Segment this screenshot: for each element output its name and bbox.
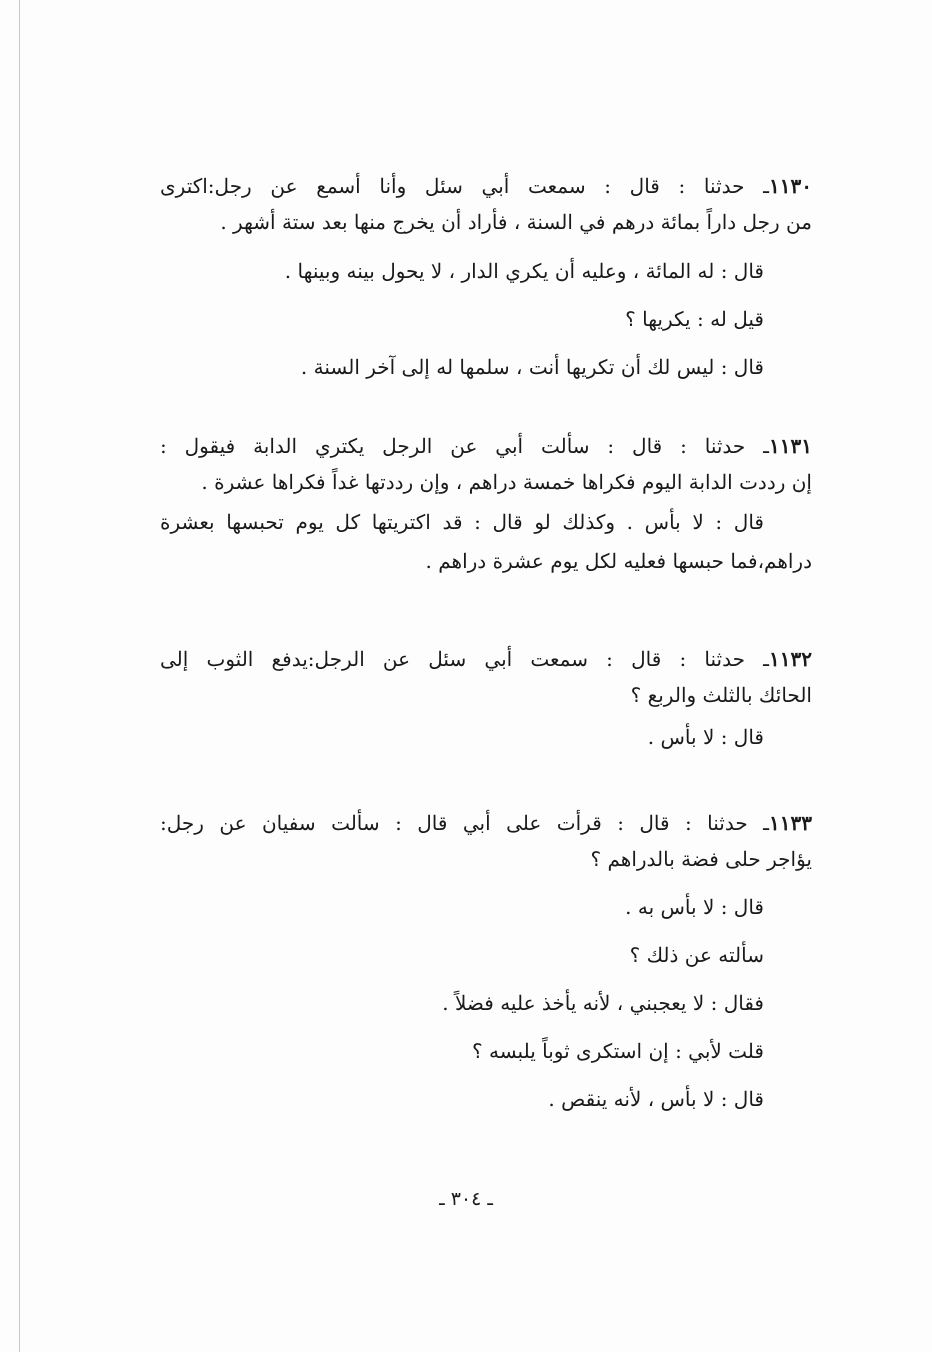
- entry-number: ١١٣٣: [769, 811, 812, 835]
- page-edge-rule: [19, 0, 20, 1352]
- entry-1131-line-3: قال : لا بأس . وكذلك لو قال : قد اكتريتها كل يوم تحبسها بعشرة: [160, 510, 764, 534]
- entry-1133-line-2: يؤاجر حلى فضة بالدراهم ؟: [590, 847, 812, 871]
- entry-1133-line-5: فقال : لا يعجبني ، لأنه يأخذ عليه فضلاً .: [442, 991, 764, 1015]
- entry-1133-line-6: قلت لأبي : إن استكرى ثوباً يلبسه ؟: [472, 1039, 764, 1063]
- entry-1130-line-1: ١١٣٠ـ حدثنا : قال : سمعت أبي سئل وأنا أسمع عن رجل:اكترى: [160, 174, 812, 198]
- entry-1131: [160, 436, 812, 575]
- entry-1133-line-4: سألته عن ذلك ؟: [629, 943, 764, 967]
- entry-1131-line-4: دراهم،فما حبسها فعليه لكل يوم عشرة دراهم .: [425, 549, 812, 573]
- entry-1133-line-7: قال : لا بأس ، لأنه ينقص .: [548, 1087, 764, 1111]
- entry-1132-line-3: قال : لا بأس .: [647, 725, 764, 749]
- entry-number: ١١٣٠: [769, 174, 812, 198]
- entry-1130-line-3: قال : له المائة ، وعليه أن يكري الدار ، لا يحول بينه وبينها .: [284, 259, 764, 283]
- entry-number: ١١٣٢: [769, 647, 812, 671]
- entry-1133-line-1: ١١٣٣ـ حدثنا : قال : قرأت على أبي قال : سألت سفيان عن رجل:: [160, 811, 812, 835]
- entry-1131-line-2: إن رددت الدابة اليوم فكراها خمسة دراهم ، وإن رددتها غداً فكراها عشرة .: [201, 470, 812, 494]
- entry-1130-line-5: قال : ليس لك أن تكريها أنت ، سلمها له إلى آخر السنة .: [300, 355, 764, 379]
- entry-1133-line-3: قال : لا بأس به .: [625, 895, 764, 919]
- entry-1132-line-1: ١١٣٢ـ حدثنا : قال : سمعت أبي سئل عن الرجل:يدفع الثوب إلى: [160, 647, 812, 671]
- entry-1130: [160, 176, 812, 381]
- entry-1132-line-2: الحائك بالثلث والربع ؟: [630, 683, 812, 707]
- entry-1130-line-2: من رجل داراً بمائة درهم في السنة ، فأراد أن يخرج منها بعد ستة أشهر .: [220, 210, 812, 234]
- page-number: ـ ٣٠٤ ـ: [439, 1188, 493, 1210]
- entry-1130-line-4: قيل له : يكريها ؟: [625, 307, 764, 331]
- entry-1133: [160, 813, 812, 1113]
- entry-1131-line-1: ١١٣١ـ حدثنا : قال : سألت أبي عن الرجل يكتري الدابة فيقول :: [160, 434, 812, 458]
- entry-1132: [160, 649, 812, 751]
- entry-number: ١١٣١: [769, 434, 812, 458]
